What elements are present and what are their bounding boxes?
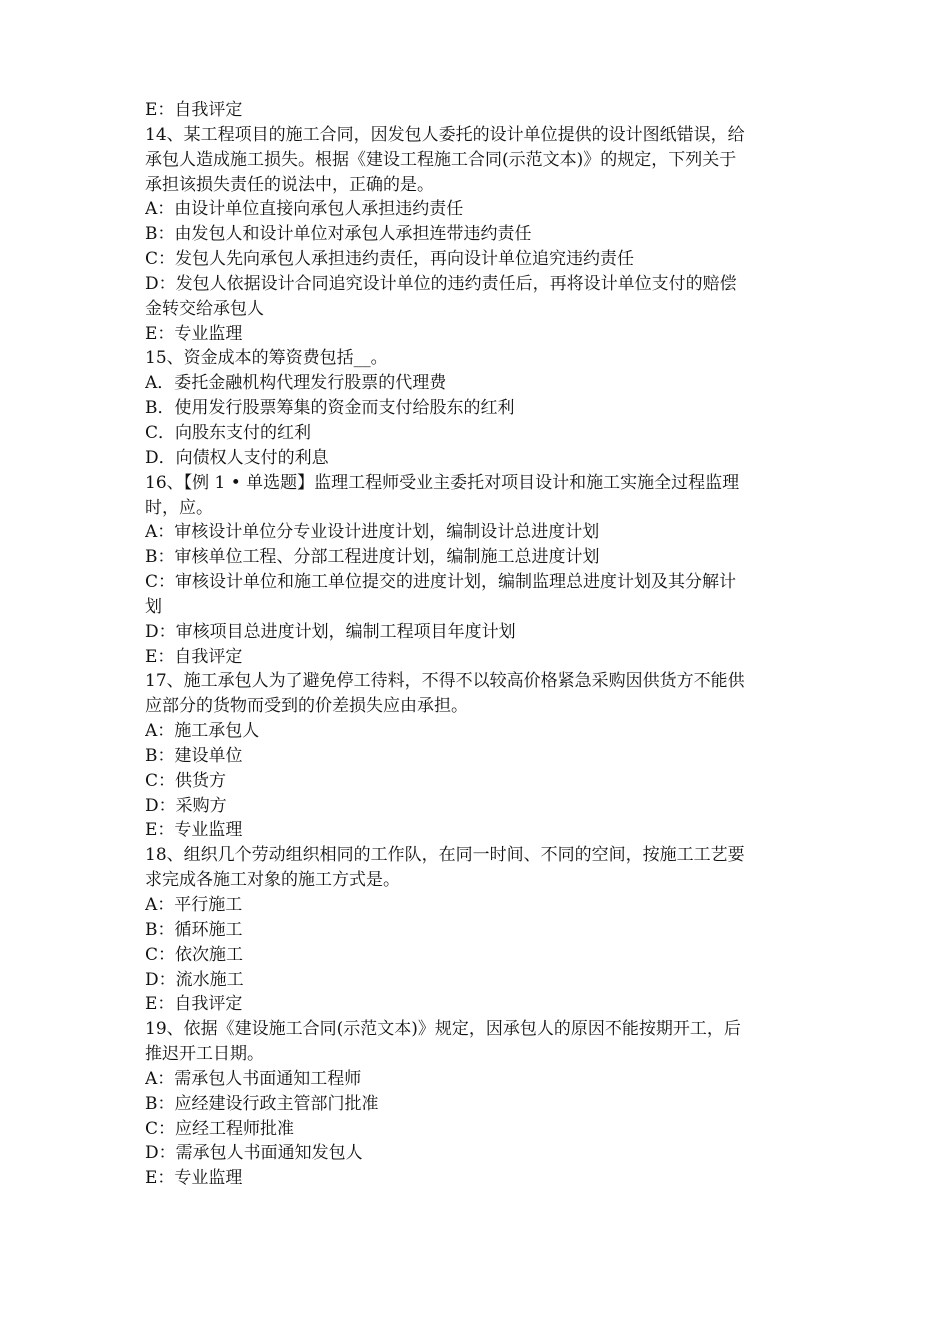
question-15-stem-line-1: 15、资金成本的筹资费包括__。 xyxy=(145,348,388,369)
question-15-option-b: B．使用发行股票筹集的资金而支付给股东的红利 xyxy=(145,398,515,419)
question-15-option-a: A．委托金融机构代理发行股票的代理费 xyxy=(145,373,447,394)
question-14 xyxy=(145,123,817,347)
question-19-stem-line-2: 推迟开工日期。 xyxy=(145,1044,264,1065)
lead-options xyxy=(145,98,817,123)
question-17-option-c: C：供货方 xyxy=(145,770,227,791)
question-14-option-e: E：专业监理 xyxy=(145,323,243,344)
question-17-stem-line-2: 应部分的货物而受到的价差损失应由承担。 xyxy=(145,696,468,717)
question-18-option-c: C：依次施工 xyxy=(145,944,244,965)
question-17-option-d: D：采购方 xyxy=(145,795,227,816)
question-17 xyxy=(145,669,817,843)
question-16 xyxy=(145,471,817,670)
question-18-option-d: D：流水施工 xyxy=(145,969,244,990)
question-19-stem-line-1: 19、依据《建设施工合同(示范文本)》规定，因承包人的原因不能按期开工，后 xyxy=(145,1019,741,1040)
question-19-option-d: D：需承包人书面通知发包人 xyxy=(145,1143,363,1164)
question-19-option-e: E：专业监理 xyxy=(145,1168,243,1189)
question-16-option-d: D：审核项目总进度计划，编制工程项目年度计划 xyxy=(145,621,516,642)
question-18-option-a: A：平行施工 xyxy=(145,895,243,915)
question-16-stem-line-1: 16、【例 1 • 单选题】监理工程师受业主委托对项目设计和施工实施全过程监理 xyxy=(145,472,740,493)
question-17-option-b: B：建设单位 xyxy=(145,745,243,766)
question-14-stem-line-2: 承包人造成施工损失。根据《建设工程施工合同(示范文本)》的规定，下列关于 xyxy=(145,149,737,170)
question-18-stem-line-1: 18、组织几个劳动组织相同的工作队，在同一时间、不同的空间，按施工工艺要 xyxy=(145,845,745,866)
question-19-option-a: A：需承包人书面通知工程师 xyxy=(145,1068,362,1089)
question-19-option-b: B：应经建设行政主管部门批准 xyxy=(145,1093,379,1114)
question-16-option-e: E：自我评定 xyxy=(145,646,243,667)
question-17-option-a: A：施工承包人 xyxy=(145,721,260,742)
question-18 xyxy=(145,843,817,1017)
question-18-option-b: B：循环施工 xyxy=(145,919,243,940)
question-19 xyxy=(145,1017,817,1191)
question-15-option-c: C．向股东支付的红利 xyxy=(145,422,312,443)
question-16-option-c-line-1: C：审核设计单位和施工单位提交的进度计划，编制监理总进度计划及其分解计 xyxy=(145,572,737,593)
question-16-stem-line-2: 时，应。 xyxy=(145,497,213,518)
question-15 xyxy=(145,346,817,470)
question-14-stem-line-1: 14、某工程项目的施工合同，因发包人委托的设计单位提供的设计图纸错误，给 xyxy=(145,124,745,145)
question-16-option-a: A：审核设计单位分专业设计进度计划，编制设计总进度计划 xyxy=(145,522,600,543)
lead-option-e: E：自我评定 xyxy=(145,100,243,120)
question-14-option-d-line-2: 金转交给承包人 xyxy=(145,298,264,319)
document-page xyxy=(145,98,817,1191)
question-14-option-a: A：由设计单位直接向承包人承担违约责任 xyxy=(145,199,464,220)
question-16-option-b: B：审核单位工程、分部工程进度计划，编制施工总进度计划 xyxy=(145,547,600,568)
question-19-option-c: C：应经工程师批准 xyxy=(145,1118,295,1139)
question-15-option-d: D．向债权人支付的利息 xyxy=(145,447,329,468)
question-18-stem-line-2: 求完成各施工对象的施工方式是。 xyxy=(145,870,400,891)
question-14-option-d-line-1: D：发包人依据设计合同追究设计单位的违约责任后，再将设计单位支付的赔偿 xyxy=(145,273,737,294)
question-14-option-b: B：由发包人和设计单位对承包人承担连带违约责任 xyxy=(145,224,532,245)
question-18-option-e: E：自我评定 xyxy=(145,994,243,1015)
question-16-option-c-line-2: 划 xyxy=(145,596,162,617)
question-17-stem-line-1: 17、施工承包人为了避免停工待料，不得不以较高价格紧急采购因供货方不能供 xyxy=(145,671,745,692)
question-17-option-e: E：专业监理 xyxy=(145,820,243,841)
question-14-stem-line-3: 承担该损失责任的说法中，正确的是。 xyxy=(145,174,434,195)
question-14-option-c: C：发包人先向承包人承担违约责任，再向设计单位追究违约责任 xyxy=(145,249,635,270)
